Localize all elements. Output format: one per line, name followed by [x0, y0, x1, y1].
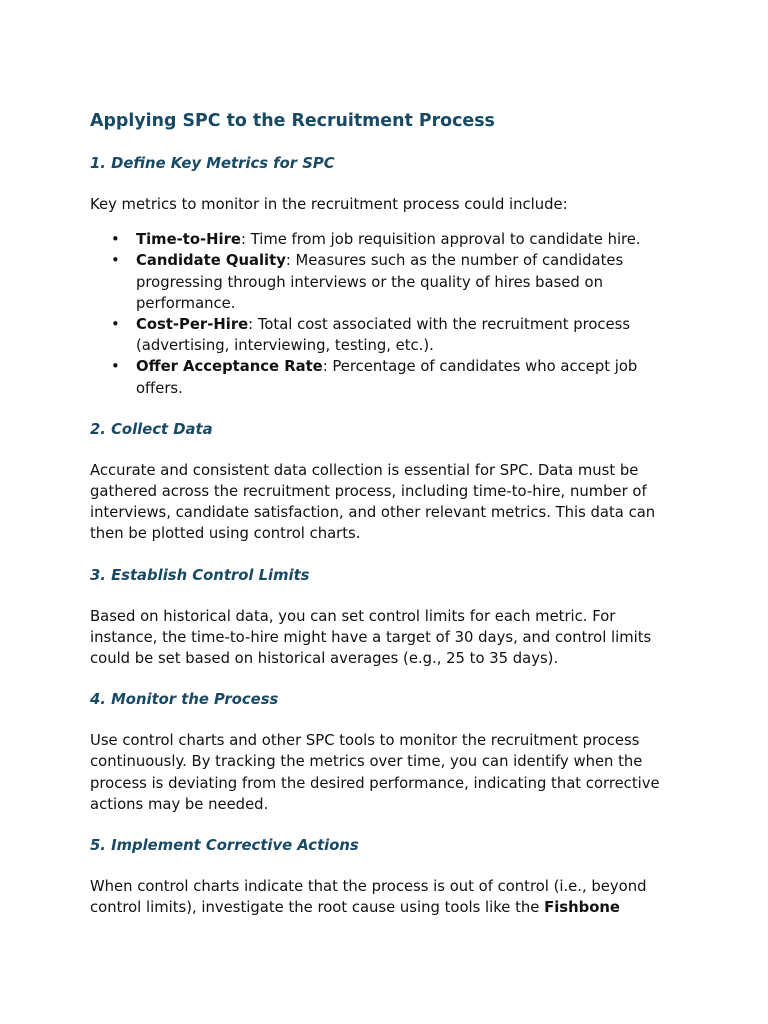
document-page — [90, 109, 680, 918]
bullet-icon: • — [111, 231, 120, 249]
metric-description: : Time from job requisition approval to candidate hire. — [240, 231, 641, 249]
bullet-icon: • — [111, 252, 120, 270]
metric-description: : Measures such as the number of candidates progressing through interviews or the quality of hires based on performance. — [136, 252, 624, 312]
list-item — [111, 314, 680, 356]
metric-term: Candidate Quality — [136, 252, 286, 270]
metric-description: : Percentage of candidates who accept job offers. — [136, 358, 638, 397]
section-heading-corrective-actions: 5. Implement Corrective Actions — [90, 837, 359, 855]
list-item — [111, 250, 680, 314]
monitor-process-paragraph: Use control charts and other SPC tools to monitor the recruitment process continuously. By tracking the metrics over time, you can identify when the process is deviating from the desired performance, indicating that corrective actions may be needed. — [90, 732, 660, 813]
section-heading-collect-data: 2. Collect Data — [90, 420, 213, 438]
corrective-actions-text: When control charts indicate that the process is out of control (i.e., beyond control limits), investigate the root cause using tools like the — [90, 878, 647, 917]
corrective-actions-paragraph — [90, 876, 680, 918]
section-heading-monitor-process: 4. Monitor the Process — [90, 691, 279, 709]
document-title: Applying SPC to the Recruitment Process — [90, 111, 495, 131]
collect-data-paragraph: Accurate and consistent data collection is essential for SPC. Data must be gathered across the recruitment process, including time-to-hire, number of interviews, candidate satisfaction, and other relevant metrics. This data can then be plotted using control charts. — [90, 461, 656, 543]
bullet-icon: • — [111, 358, 120, 376]
metric-term: Offer Acceptance Rate — [136, 358, 323, 376]
fishbone-term: Fishbone — [544, 899, 620, 917]
section-heading-control-limits: 3. Establish Control Limits — [90, 566, 310, 584]
list-item — [111, 356, 680, 398]
control-limits-paragraph: Based on historical data, you can set control limits for each metric. For instance, the time-to-hire might have a target of 30 days, and control limits could be set based on historical averages (e.g., 25 to 35 days). — [90, 607, 652, 668]
bullet-icon: • — [111, 316, 120, 334]
metrics-intro: Key metrics to monitor in the recruitment process could include: — [90, 196, 568, 213]
section-heading-define-metrics: 1. Define Key Metrics for SPC — [90, 155, 335, 172]
metric-description: : Total cost associated with the recruitment process (advertising, interviewing, testing, etc.). — [136, 316, 631, 355]
metric-term: Time-to-Hire — [136, 231, 241, 249]
metric-term: Cost-Per-Hire — [136, 316, 249, 334]
list-item — [111, 229, 680, 250]
metrics-list — [90, 229, 680, 399]
